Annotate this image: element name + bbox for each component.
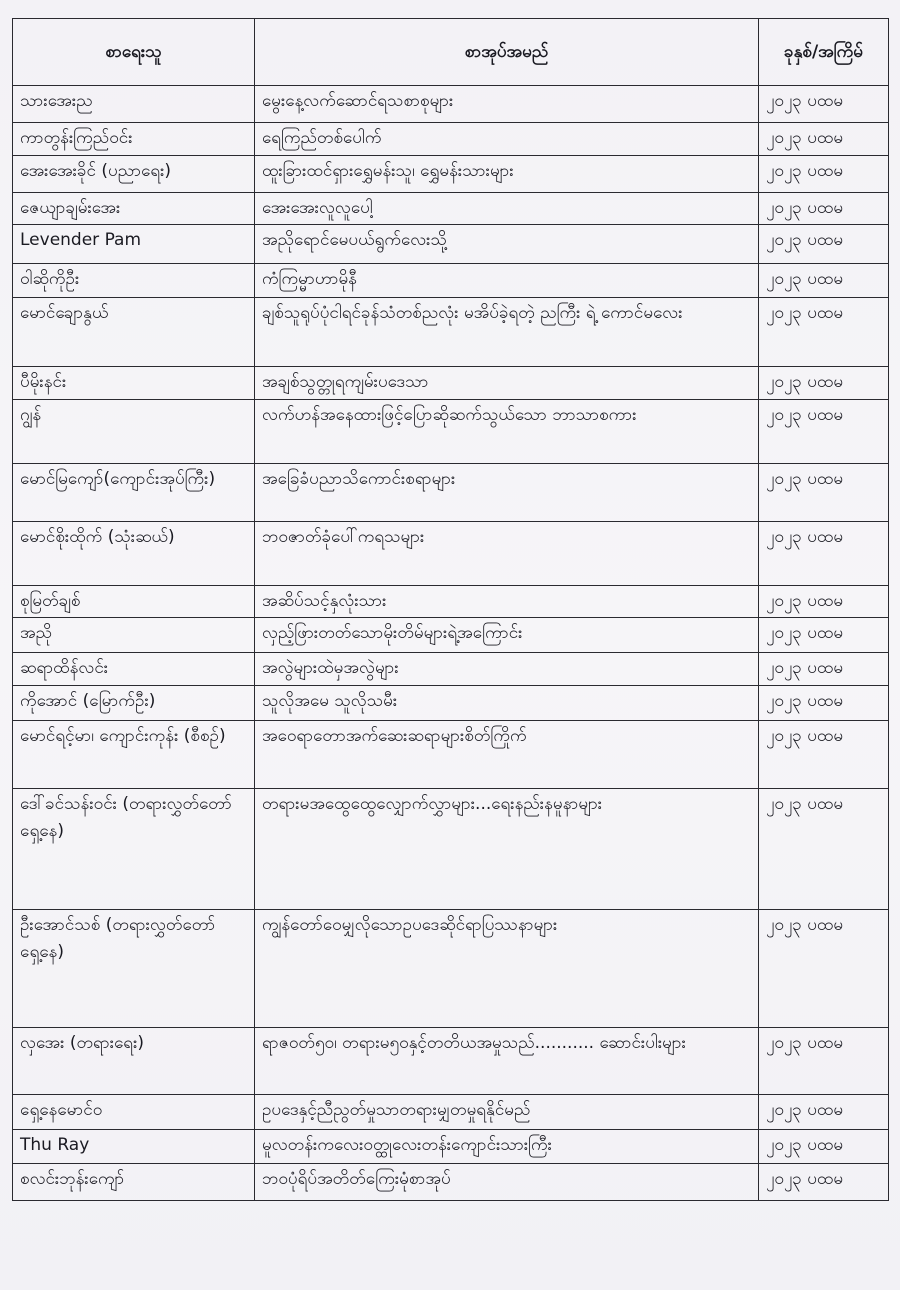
table-row (13, 686, 889, 721)
table-row (13, 522, 889, 586)
cell-edition: ၂၀၂၃ ပထမ (759, 1164, 889, 1201)
cell-author: ကာတွန်းကြည်ဝင်း (13, 123, 255, 156)
cell-edition: ၂၀၂၃ ပထမ (759, 1028, 889, 1095)
cell-edition: ၂၀၂၃ ပထမ (759, 86, 889, 123)
cell-author: ဒေါ်ခင်သန်းဝင်း (တရားလွှတ်တော် ရှေ့နေ) (13, 789, 255, 910)
table-row (13, 1130, 889, 1164)
table-row (13, 653, 889, 686)
cell-title: အချစ်သွတ္တုရကျမ်းပဒေသာ (255, 367, 759, 400)
cell-edition: ၂၀၂၃ ပထမ (759, 464, 889, 522)
cell-edition: ၂၀၂၃ ပထမ (759, 400, 889, 464)
cell-title: ချစ်သူရုပ်ပုံငါရင်ခုန်သံတစ်ညလုံး မအိပ်ခဲ့ရတဲ့ ညကြီး ရဲ့ ကောင်မလေး (255, 298, 759, 367)
table-row (13, 225, 889, 264)
cell-title: ရာဇဝတ်၅၀၊ တရားမ၅၀နှင့်တတိယအမှုသည်........... ဆောင်းပါးများ (255, 1028, 759, 1095)
cell-edition: ၂၀၂၃ ပထမ (759, 156, 889, 193)
cell-edition: ၂၀၂၃ ပထမ (759, 522, 889, 586)
table-row (13, 86, 889, 123)
table-row (13, 1164, 889, 1201)
cell-title: ဘဝပုံရိပ်အတိတ်ကြေးမုံစာအုပ် (255, 1164, 759, 1201)
cell-author: စလင်းဘုန်းကျော် (13, 1164, 255, 1201)
cell-author: ပီမိုးနင်း (13, 367, 255, 400)
table-row (13, 367, 889, 400)
cell-title: လှည့်ဖြားတတ်သောမိုးတိမ်များရဲ့အကြောင်း (255, 618, 759, 653)
header-row (13, 19, 889, 86)
table-row (13, 193, 889, 225)
cell-edition: ၂၀၂၃ ပထမ (759, 264, 889, 298)
cell-edition: ၂၀၂၃ ပထမ (759, 1095, 889, 1130)
table-row (13, 298, 889, 367)
header-edition: ခုနှစ်/အကြိမ် (759, 19, 889, 86)
table-row (13, 910, 889, 1028)
table-row (13, 264, 889, 298)
cell-author: မောင်ချောနွယ် (13, 298, 255, 367)
cell-title: အဝေရာတောအက်ဆေးဆရာများစိတ်ကြိုက် (255, 721, 759, 789)
header-title: စာအုပ်အမည် (255, 19, 759, 86)
cell-title: ကံကြမ္မာဟာမိုနီ (255, 264, 759, 298)
cell-edition: ၂၀၂၃ ပထမ (759, 298, 889, 367)
cell-title: ဥပဒေနှင့်ညီညွတ်မှုသာတရားမျှတမှုရနိုင်မည် (255, 1095, 759, 1130)
cell-title: လက်ဟန်အနေထားဖြင့်ပြောဆိုဆက်သွယ်သော ဘာသာစကား (255, 400, 759, 464)
table-row (13, 1028, 889, 1095)
cell-author: မောင်စိုးထိုက် (သုံးဆယ်) (13, 522, 255, 586)
cell-edition: ၂၀၂၃ ပထမ (759, 225, 889, 264)
cell-title: အညိုရောင်မေပယ်ရွက်လေးသို့ (255, 225, 759, 264)
table-row (13, 123, 889, 156)
cell-edition: ၂၀၂၃ ပထမ (759, 618, 889, 653)
table-row (13, 1095, 889, 1130)
cell-author: ဝါဆိုကိုဦး (13, 264, 255, 298)
cell-author: ဂျွန် (13, 400, 255, 464)
cell-title: မူလတန်းကလေးဝတ္ထုလေးတန်းကျောင်းသားကြီး (255, 1130, 759, 1164)
cell-edition: ၂၀၂၃ ပထမ (759, 910, 889, 1028)
cell-title: ရေကြည်တစ်ပေါက် (255, 123, 759, 156)
table-row (13, 586, 889, 618)
cell-author: အေးအေးခိုင် (ပညာရေး) (13, 156, 255, 193)
cell-title: သူလိုအမေ သူလိုသမီး (255, 686, 759, 721)
cell-title: အဆိပ်သင့်နှလုံးသား (255, 586, 759, 618)
cell-author: ဦးအောင်သစ် (တရားလွှတ်တော် ရှေ့နေ) (13, 910, 255, 1028)
table-row (13, 618, 889, 653)
cell-author: လှအေး (တရားရေး) (13, 1028, 255, 1095)
cell-author: အညို (13, 618, 255, 653)
cell-title: ဘဝဇာတ်ခုံပေါ်ကရသများ (255, 522, 759, 586)
cell-title: အခြေခံပညာသိကောင်းစရာများ (255, 464, 759, 522)
cell-edition: ၂၀၂၃ ပထမ (759, 367, 889, 400)
cell-edition: ၂၀၂၃ ပထမ (759, 789, 889, 910)
cell-title: အလွဲများထဲမှအလွဲများ (255, 653, 759, 686)
header-author: စာရေးသူ (13, 19, 255, 86)
cell-edition: ၂၀၂၃ ပထမ (759, 1130, 889, 1164)
table-row (13, 721, 889, 789)
cell-author: သားအေးည (13, 86, 255, 123)
cell-author: ကိုအောင် (မြောက်ဦး) (13, 686, 255, 721)
cell-edition: ၂၀၂၃ ပထမ (759, 586, 889, 618)
table-row (13, 156, 889, 193)
table-row (13, 789, 889, 910)
cell-author: စုမြတ်ချစ် (13, 586, 255, 618)
cell-title: ထူးခြားထင်ရှားရွှေမန်းသူ၊ ရွှေမန်းသားများ (255, 156, 759, 193)
cell-edition: ၂၀၂၃ ပထမ (759, 721, 889, 789)
cell-author: ရှေ့နေမောင်ဝ (13, 1095, 255, 1130)
cell-edition: ၂၀၂၃ ပထမ (759, 686, 889, 721)
cell-title: မွေးနေ့လက်ဆောင်ရသစာစုများ (255, 86, 759, 123)
cell-title: ကျွန်တော်ဝေမျှလိုသောဥပဒေဆိုင်ရာပြဿနာများ (255, 910, 759, 1028)
cell-author: Thu Ray (13, 1130, 255, 1164)
cell-author: ဆရာထိန်လင်း (13, 653, 255, 686)
cell-title: အေးအေးလူလူပေါ့ (255, 193, 759, 225)
table-row (13, 464, 889, 522)
cell-title: တရားမအထွေထွေလျှောက်လွှာများ...ရေးနည်းနမူနာများ (255, 789, 759, 910)
cell-edition: ၂၀၂၃ ပထမ (759, 123, 889, 156)
cell-author: မောင်ရင့်မာ၊ ကျောင်းကုန်း (စီစဉ်) (13, 721, 255, 789)
book-list-table (12, 18, 889, 1201)
cell-edition: ၂၀၂၃ ပထမ (759, 193, 889, 225)
cell-edition: ၂၀၂၃ ပထမ (759, 653, 889, 686)
cell-author: ဇေယျာချမ်းအေး (13, 193, 255, 225)
cell-author: Levender Pam (13, 225, 255, 264)
cell-author: မောင်မြကျော်(ကျောင်းအုပ်ကြီး) (13, 464, 255, 522)
table-row (13, 400, 889, 464)
